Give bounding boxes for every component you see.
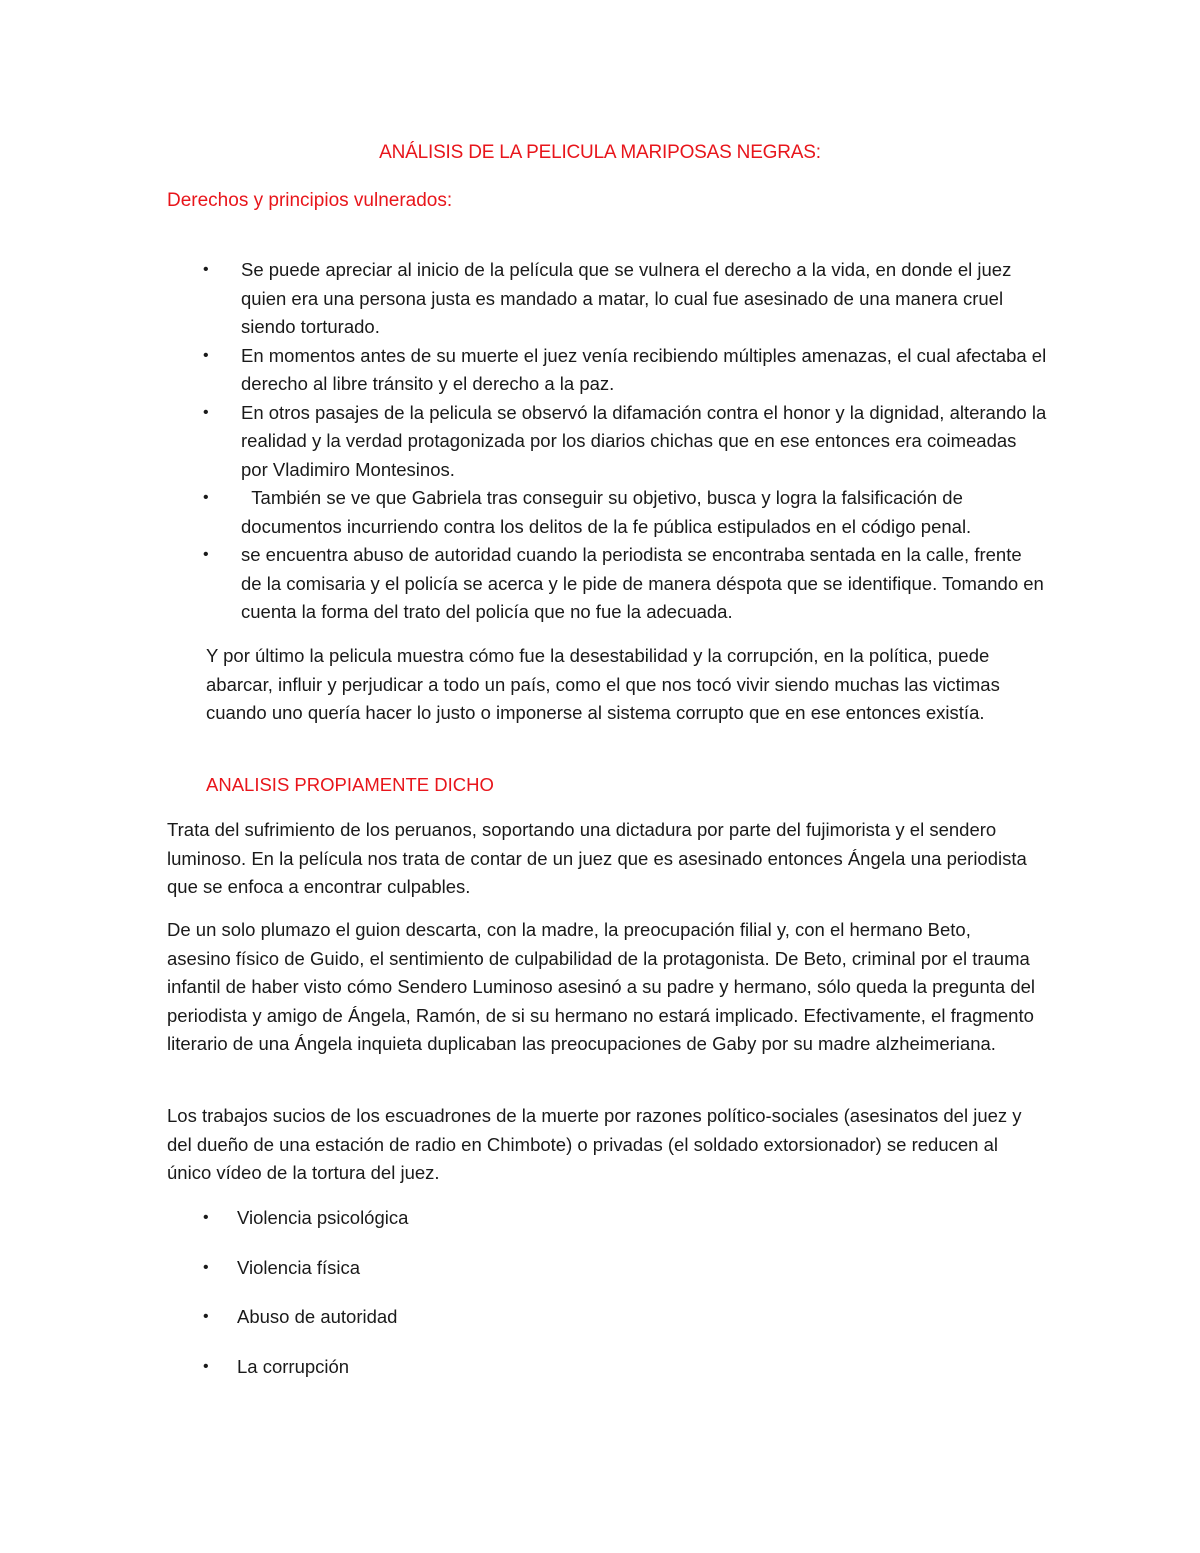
- document-title: ANÁLISIS DE LA PELICULA MARIPOSAS NEGRAS:: [379, 142, 821, 163]
- analysis-paragraph-2: De un solo plumazo el guion descarta, con la madre, la preocupación filial y, con el hermano Beto, asesino físico de Guido, el sentimiento de culpabilidad de la protagonista. De Beto, criminal por el trauma infantil de haber visto cómo Sendero Luminoso asesinó a su padre y hermano, sólo queda la pregunta del periodista y amigo de Ángela, Ramón, de si su hermano no estará implicado. Efectivamente, el fragmento literario de una Ángela inquieta duplicaban las preocupaciones de Gaby por su madre alzheimeriana.: [167, 919, 1036, 1054]
- list-item: [167, 484, 1047, 541]
- bullet-icon: •: [203, 346, 209, 364]
- list-item: [167, 342, 1047, 399]
- list-item: [167, 256, 1047, 342]
- closing-paragraph: Y por último la pelicula muestra cómo fue la desestabilidad y la corrupción, en la política, puede abarcar, influir y perjudicar a todo un país, como el que nos tocó vivir siendo muchas las victimas cuando uno quería hacer lo justo o imponerse al sistema corrupto que en ese entonces existía.: [206, 645, 1000, 723]
- list-item: [167, 399, 1047, 485]
- list-item-text: Se puede apreciar al inicio de la película que se vulnera el derecho a la vida, en donde el juez quien era una persona justa es mandado a matar, lo cual fue asesinado de una manera cruel siendo torturado.: [241, 259, 1012, 337]
- bullet-icon: •: [203, 1357, 209, 1375]
- bullet-icon: •: [203, 489, 209, 506]
- list-item-text: Violencia física: [237, 1256, 361, 1278]
- list-item-text: En otros pasajes de la pelicula se observó la difamación contra el honor y la dignidad, alterando la realidad y la verdad protagonizada por los diarios chichas que en ese entonces era coimeadas por Vladimiro Montesinos.: [241, 401, 1047, 480]
- list-item: [167, 1353, 767, 1382]
- list-item-text: También se ve que Gabriela tras conseguir su objetivo, busca y logra la falsificación de documentos incurriendo contra los delitos de la fe pública estipulados en el código penal.: [241, 487, 972, 537]
- analysis-paragraph-1: Trata del sufrimiento de los peruanos, soportando una dictadura por parte del fujimorista y el sendero luminoso. En la película nos trata de contar de un juez que es asesinado entonces Ángela una periodista que se enfoca a encontrar culpables.: [167, 819, 1027, 897]
- violence-list: [167, 1204, 767, 1402]
- list-item-text: Abuso de autoridad: [237, 1306, 398, 1327]
- list-item: [167, 1254, 767, 1283]
- bullet-icon: •: [203, 261, 209, 278]
- rights-list: [167, 256, 1047, 627]
- list-item: [167, 541, 1047, 627]
- bullet-icon: •: [203, 403, 209, 421]
- list-item: [167, 1303, 767, 1332]
- list-item-text: La corrupción: [237, 1355, 350, 1377]
- rights-subtitle: Derechos y principios vulnerados:: [167, 190, 453, 211]
- list-item-text: En momentos antes de su muerte el juez venía recibiendo múltiples amenazas, el cual afectaba el derecho al libre tránsito y el derecho a la paz.: [241, 344, 1047, 394]
- bullet-icon: •: [203, 1308, 209, 1325]
- list-item-text: Violencia psicológica: [237, 1207, 409, 1228]
- analysis-paragraph-3: Los trabajos sucios de los escuadrones de la muerte por razones político-sociales (asesinatos del juez y del dueño de una estación de radio en Chimbote) o privadas (el soldado extorsionador) se reducen al único vídeo de la tortura del juez.: [167, 1105, 1022, 1183]
- bullet-icon: •: [203, 1209, 209, 1226]
- bullet-icon: •: [203, 1258, 209, 1276]
- bullet-icon: •: [203, 546, 209, 563]
- analysis-heading: ANALISIS PROPIAMENTE DICHO: [206, 774, 494, 795]
- list-item: [167, 1204, 767, 1233]
- list-item-text: se encuentra abuso de autoridad cuando la periodista se encontraba sentada en la calle, frente de la comisaria y el policía se acerca y le pide de manera déspota que se identifique. Tomando en cuenta la forma del trato del policía que no fue la adecuada.: [241, 544, 1044, 622]
